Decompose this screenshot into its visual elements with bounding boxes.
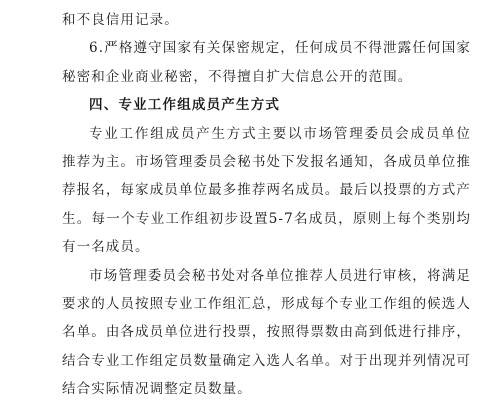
text-line: 有一名成员。 (62, 239, 150, 256)
text-line: 专业工作组成员产生方式主要以市场管理委员会成员单位 (89, 125, 471, 142)
text-line: 生。每一个专业工作组初步设置5-7名成员，原则上每个类别均 (62, 210, 471, 227)
text-line: 6.严格遵守国家有关保密规定，任何成员不得泄露任何国家 (89, 40, 471, 57)
text-line: 市场管理委员会秘书处对各单位推荐人员进行审核，将满足 (89, 267, 471, 284)
text-line: 要求的人员按照专业工作组汇总，形成每个专业工作组的候选人 (62, 295, 471, 312)
text-line: 秘密和企业商业秘密，不得擅自扩大信息公开的范围。 (62, 68, 413, 85)
text-line: 和不良信用记录。 (62, 12, 179, 28)
text-line: 荐报名，每家成员单位最多推荐两名成员。最后以投票的方式产 (62, 182, 471, 199)
text-line: 结合实际情况调整定员数量。 (62, 381, 252, 398)
text-line: 名单。由各成员单位进行投票，按照得票数由高到低进行排序， (62, 324, 471, 341)
section-heading: 四、专业工作组成员产生方式 (89, 97, 281, 114)
text-line: 结合专业工作组定员数量确定入选人名单。对于出现并列情况可 (62, 352, 471, 369)
text-line: 推荐为主。市场管理委员会秘书处下发报名通知，各成员单位推 (62, 153, 471, 170)
